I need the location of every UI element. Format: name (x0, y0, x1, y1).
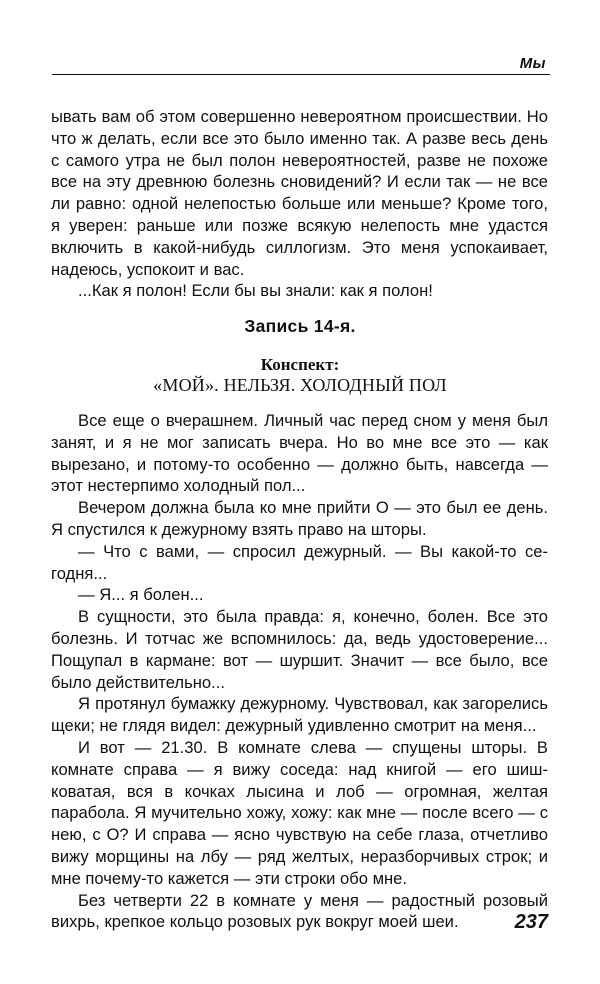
paragraph: Я протянул бумажку дежурному. Чувствовал, как загорелись щеки; не глядя видел: дежурный удивленно смотрит на меня... (51, 694, 548, 736)
summary-label: Конспект: (260, 355, 340, 374)
summary-text: «МОЙ». НЕЛЬЗЯ. ХОЛОДНЫЙ ПОЛ (153, 375, 447, 395)
paragraph: ывать вам об этом совершенно невероятном происшествии. Но что ж делать, если все это было именно так. А разве весь день с самого утра не был полон невероятностей, разве не похоже все на эту древнюю болезнь сновидений? И если так — не все ли равно: одной нелепостью больше или меньше? Кроме того, я уверен: раньше или позже всякую нелепость мне удастся включить в какой-нибудь силлогизм. Это меня успокаивает, надеюсь, успокоит и вас. (51, 107, 548, 279)
paragraph: Без четверти 22 в комнате у меня — радостный розовый вихрь, крепкое кольцо розовых рук вокруг моей шеи. (51, 890, 548, 932)
header-rule (52, 74, 550, 75)
chapter-title: Запись 14-я. (244, 316, 356, 336)
main-text-block (51, 410, 548, 933)
paragraph: Вечером должна была ко мне прийти О — это был ее день. Я спустился к дежурному взять право на шторы. (51, 498, 548, 539)
paragraph: ...Как я полон! Если бы вы знали: как я полон! (78, 281, 433, 301)
paragraph: В сущности, это была правда: я, конечно, болен. Все это болезнь. И тотчас же вспомнилось: да, ведь удостоверение... Пощупал в кармане: вот — шуршит. Значит — все было, все было действительно... (51, 607, 548, 692)
paragraph: И вот — 21.30. В комнате слева — спущены шторы. В комнате справа — я вижу соседа: над книгой — его шишковатая, вся в кочках лысина и лоб — огромная, желтая парабола. Я мучительно хожу, хожу: как мне — после всего — с нею, с О? И справа — ясно чувствую на себе глаза, отчетливо вижу морщины на лбу — ряд желтых, неразборчивых строк; и мне почему-то кажется — эти строки обо мне. (51, 737, 548, 888)
paragraph: — Я... я болен... (78, 585, 204, 605)
running-header-title: Мы (519, 55, 546, 72)
paragraph: — Что с вами, — спросил дежурный. — Вы какой-то сегодня... (51, 541, 548, 583)
paragraph: Все еще о вчерашнем. Личный час перед сном у меня был занят, и я не мог записать вчера. Но во мне все это — как вырезано, и потому-то особенно — должно быть, навсегда — этот нестерпимо холодный пол... (51, 411, 548, 496)
intro-text-block (51, 106, 548, 302)
page-number: 237 (514, 911, 548, 933)
